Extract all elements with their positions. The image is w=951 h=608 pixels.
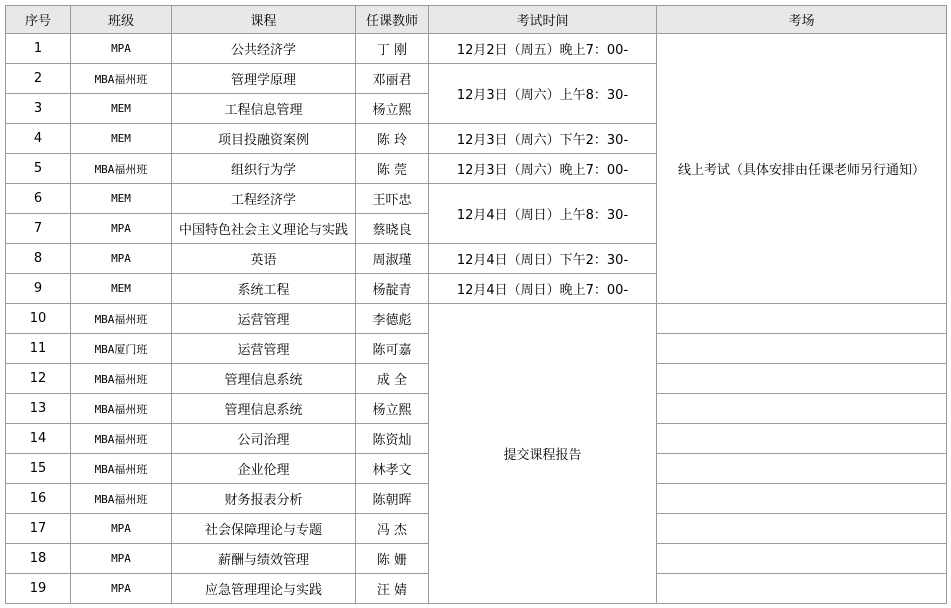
cell-exam-time[interactable]: 12月3日（周六）下午2：30- (429, 124, 657, 154)
cell-course[interactable]: 项目投融资案例 (172, 124, 356, 154)
header-course[interactable]: 课程 (172, 6, 356, 34)
cell-venue-empty[interactable] (657, 304, 947, 334)
cell-teacher[interactable]: 陈可嘉 (356, 334, 429, 364)
header-venue[interactable]: 考场 (657, 6, 947, 34)
cell-course[interactable]: 薪酬与绩效管理 (172, 544, 356, 574)
cell-class[interactable]: MBA福州班 (71, 424, 172, 454)
cell-seq[interactable]: 13 (6, 394, 71, 424)
cell-class[interactable]: MEM (71, 124, 172, 154)
cell-class[interactable]: MEM (71, 274, 172, 304)
cell-seq[interactable]: 6 (6, 184, 71, 214)
cell-seq[interactable]: 10 (6, 304, 71, 334)
cell-seq[interactable]: 17 (6, 514, 71, 544)
cell-course[interactable]: 社会保障理论与专题 (172, 514, 356, 544)
cell-venue-empty[interactable] (657, 454, 947, 484)
cell-course[interactable]: 财务报表分析 (172, 484, 356, 514)
cell-class[interactable]: MPA (71, 244, 172, 274)
cell-seq[interactable]: 8 (6, 244, 71, 274)
cell-seq[interactable]: 19 (6, 574, 71, 604)
cell-course[interactable]: 公司治理 (172, 424, 356, 454)
cell-seq[interactable]: 2 (6, 64, 71, 94)
cell-exam-time[interactable]: 12月2日（周五）晚上7：00- (429, 34, 657, 64)
cell-teacher[interactable]: 邓丽君 (356, 64, 429, 94)
cell-course[interactable]: 管理学原理 (172, 64, 356, 94)
cell-class[interactable]: MPA (71, 544, 172, 574)
cell-class[interactable]: MBA福州班 (71, 364, 172, 394)
header-teacher[interactable]: 任课教师 (356, 6, 429, 34)
cell-seq[interactable]: 5 (6, 154, 71, 184)
cell-course[interactable]: 公共经济学 (172, 34, 356, 64)
cell-course[interactable]: 中国特色社会主义理论与实践 (172, 214, 356, 244)
cell-venue-empty[interactable] (657, 544, 947, 574)
cell-seq[interactable]: 18 (6, 544, 71, 574)
cell-class[interactable]: MBA福州班 (71, 154, 172, 184)
cell-class[interactable]: MBA福州班 (71, 304, 172, 334)
cell-class[interactable]: MEM (71, 94, 172, 124)
cell-teacher[interactable]: 杨立熙 (356, 394, 429, 424)
cell-teacher[interactable]: 王吓忠 (356, 184, 429, 214)
cell-class[interactable]: MPA (71, 34, 172, 64)
cell-teacher[interactable]: 丁 刚 (356, 34, 429, 64)
cell-teacher[interactable]: 陈 姗 (356, 544, 429, 574)
header-row (6, 6, 947, 34)
cell-class[interactable]: MEM (71, 184, 172, 214)
cell-teacher[interactable]: 林孝文 (356, 454, 429, 484)
cell-course[interactable]: 工程信息管理 (172, 94, 356, 124)
cell-course[interactable]: 运营管理 (172, 334, 356, 364)
cell-course[interactable]: 应急管理理论与实践 (172, 574, 356, 604)
cell-teacher[interactable]: 周淑瑾 (356, 244, 429, 274)
cell-class[interactable]: MPA (71, 574, 172, 604)
cell-teacher[interactable]: 汪 婧 (356, 574, 429, 604)
cell-exam-time[interactable]: 12月3日（周六）上午8：30- (429, 64, 657, 124)
table-row (6, 304, 947, 334)
cell-seq[interactable]: 14 (6, 424, 71, 454)
cell-seq[interactable]: 3 (6, 94, 71, 124)
cell-venue-empty[interactable] (657, 424, 947, 454)
exam-schedule-table (5, 5, 947, 604)
cell-venue-empty[interactable] (657, 334, 947, 364)
cell-seq[interactable]: 15 (6, 454, 71, 484)
cell-teacher[interactable]: 成 全 (356, 364, 429, 394)
cell-seq[interactable]: 1 (6, 34, 71, 64)
cell-teacher[interactable]: 李德彪 (356, 304, 429, 334)
header-class[interactable]: 班级 (71, 6, 172, 34)
cell-seq[interactable]: 12 (6, 364, 71, 394)
cell-venue-empty[interactable] (657, 394, 947, 424)
cell-teacher[interactable]: 杨靛青 (356, 274, 429, 304)
cell-course[interactable]: 企业伦理 (172, 454, 356, 484)
cell-exam-time[interactable]: 12月4日（周日）上午8：30- (429, 184, 657, 244)
header-time[interactable]: 考试时间 (429, 6, 657, 34)
cell-teacher[interactable]: 杨立熙 (356, 94, 429, 124)
cell-class[interactable]: MPA (71, 514, 172, 544)
cell-seq[interactable]: 11 (6, 334, 71, 364)
cell-venue-empty[interactable] (657, 574, 947, 604)
cell-venue-empty[interactable] (657, 514, 947, 544)
cell-venue-empty[interactable] (657, 364, 947, 394)
cell-class[interactable]: MBA福州班 (71, 454, 172, 484)
cell-venue-online[interactable]: 线上考试（具体安排由任课老师另行通知） (657, 34, 947, 304)
cell-teacher[interactable]: 陈资灿 (356, 424, 429, 454)
cell-class[interactable]: MPA (71, 214, 172, 244)
cell-course[interactable]: 系统工程 (172, 274, 356, 304)
cell-course[interactable]: 管理信息系统 (172, 364, 356, 394)
cell-seq[interactable]: 7 (6, 214, 71, 244)
cell-exam-time[interactable]: 提交课程报告 (429, 304, 657, 604)
cell-course[interactable]: 工程经济学 (172, 184, 356, 214)
cell-course[interactable]: 管理信息系统 (172, 394, 356, 424)
table-row (6, 34, 947, 64)
cell-teacher[interactable]: 陈 玲 (356, 124, 429, 154)
cell-teacher[interactable]: 陈朝晖 (356, 484, 429, 514)
cell-exam-time[interactable]: 12月4日（周日）下午2：30- (429, 244, 657, 274)
cell-teacher[interactable]: 陈 莞 (356, 154, 429, 184)
cell-course[interactable]: 组织行为学 (172, 154, 356, 184)
cell-exam-time[interactable]: 12月4日（周日）晚上7：00- (429, 274, 657, 304)
cell-seq[interactable]: 9 (6, 274, 71, 304)
cell-seq[interactable]: 4 (6, 124, 71, 154)
header-seq[interactable]: 序号 (6, 6, 71, 34)
cell-course[interactable]: 运营管理 (172, 304, 356, 334)
cell-venue-empty[interactable] (657, 484, 947, 514)
cell-class[interactable]: MBA福州班 (71, 64, 172, 94)
cell-class[interactable]: MBA厦门班 (71, 334, 172, 364)
cell-exam-time[interactable]: 12月3日（周六）晚上7：00- (429, 154, 657, 184)
cell-teacher[interactable]: 冯 杰 (356, 514, 429, 544)
cell-class[interactable]: MBA福州班 (71, 484, 172, 514)
cell-teacher[interactable]: 蔡晓良 (356, 214, 429, 244)
cell-course[interactable]: 英语 (172, 244, 356, 274)
cell-class[interactable]: MBA福州班 (71, 394, 172, 424)
cell-seq[interactable]: 16 (6, 484, 71, 514)
